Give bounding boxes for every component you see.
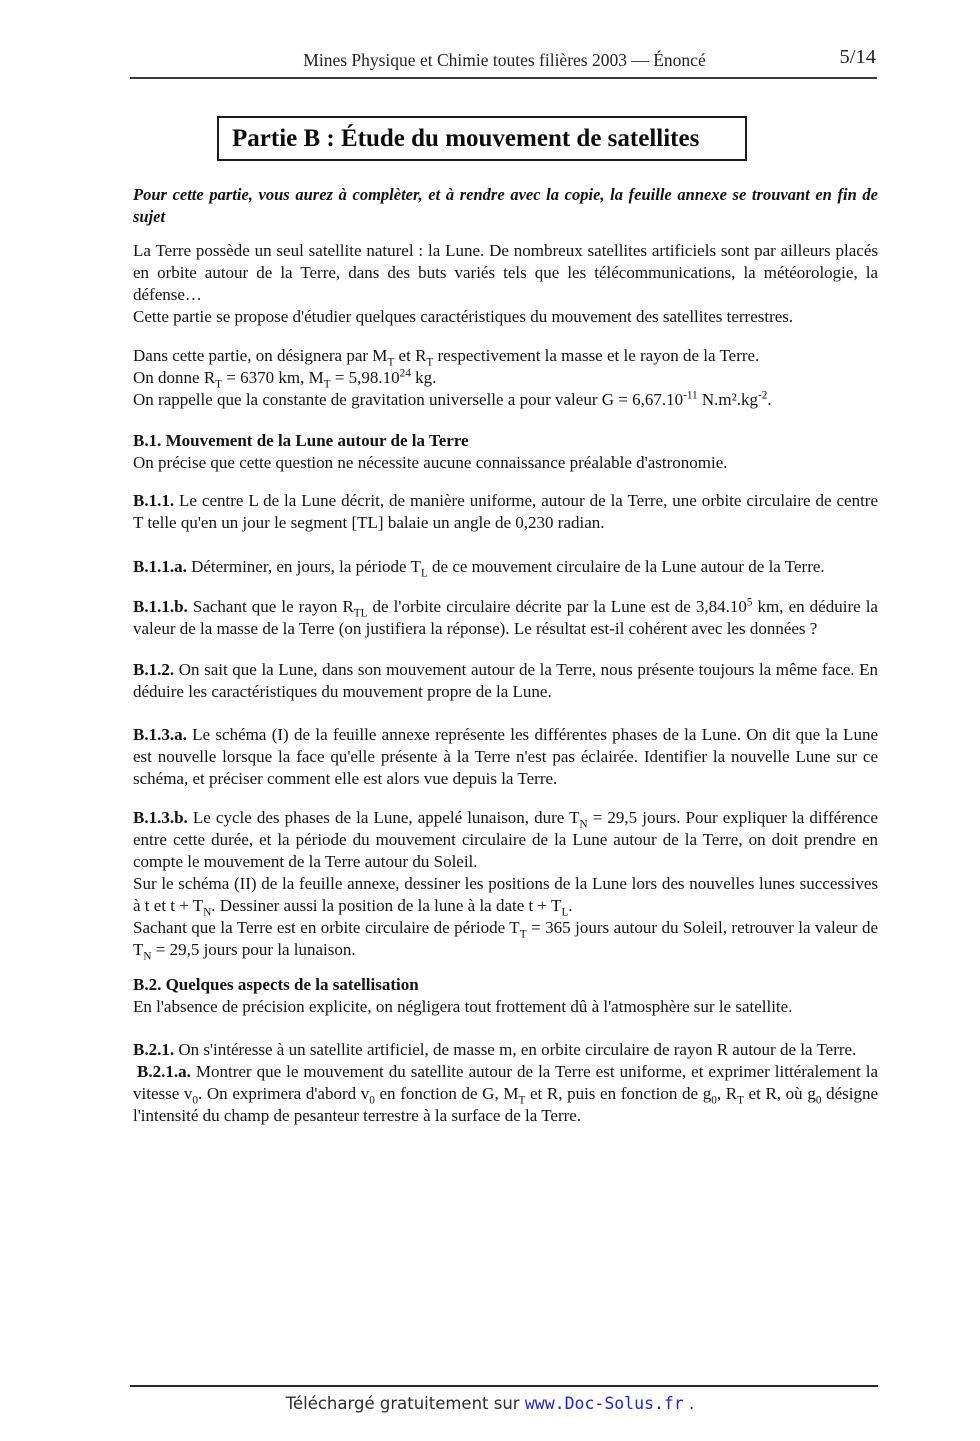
question-b113b-part2: Sur le schéma (II) de la feuille annexe, dessiner les positions de la Lune lors des nouvelles lunes successives à t et $t + T_N$. Dessiner aussi la position de la lune à la date $t + T_L$. <box>133 874 878 919</box>
question-b21: B.2.1. On s'intéresse à un satellite artificiel, de masse m, en orbite circulaire de rayon R autour de la Terre. <box>133 1040 857 1059</box>
question-b113b-part1: B.1.3.b. Le cycle des phases de la Lune, appelé lunaison, dure $T_N = 29,5$ jours. Pour expliquer la différence entre cette durée, et la période du mouvement circulaire de la Lune autour de la Terre, on doit prendre en compte le mouvement de la Terre autour du Soleil. <box>133 808 878 871</box>
question-b113b <box>133 807 878 961</box>
question-b111a: B.1.1.a. Déterminer, en jours, la période $T_L$ de ce mouvement circulaire de la Lune autour de la Terre. <box>133 557 825 580</box>
section-b1-note: On précise que cette question ne nécessite aucune connaissance préalable d'astronomie. <box>133 453 728 472</box>
section-b1 <box>133 430 878 474</box>
document-body <box>133 184 878 1127</box>
footer-rule <box>130 1385 878 1387</box>
given-data-line: On rappelle que la constante de gravitation universelle a pour valeur $G = 6,67.10^{-11}$ $N.m^2.kg^{-2}$. <box>133 389 772 409</box>
given-data-line: On donne $R_T = 6370$ km, $M_T = 5,98.10^{24}$ kg. <box>133 367 437 391</box>
question-b111: B.1.1. Le centre L de la Lune décrit, de manière uniforme, autour de la Terre, une orbite circulaire de centre T telle qu'en un jour le segment [TL] balaie un angle de 0,230 radian. <box>133 491 878 532</box>
footer <box>0 1394 980 1413</box>
question-b112: B.1.2. On sait que la Lune, dans son mouvement autour de la Terre, nous présente toujours la même face. En déduire les caractéristiques du mouvement propre de la Lune. <box>133 660 878 701</box>
part-title-box <box>217 116 747 161</box>
section-b2 <box>133 974 878 1018</box>
intro-note: Pour cette partie, vous aurez à complèter, et à rendre avec la copie, la feuille annexe se trouvant en fin de sujet <box>133 185 878 226</box>
intro-paragraph <box>133 240 878 328</box>
given-data <box>133 345 878 411</box>
page-number: 5/14 <box>839 46 876 68</box>
given-data-line: Dans cette partie, on désignera par $M_T$ et $R_T$ respectivement la masse et le rayon de la Terre. <box>133 346 760 369</box>
header-rule <box>130 77 877 79</box>
intro-paragraph-part1: La Terre possède un seul satellite naturel : la Lune. De nombreux satellites artificiels sont par ailleurs placés en orbite autour de la Terre, dans des buts variés tels que les télécommunications, la météorologie, la défense… <box>133 241 878 304</box>
footer-suffix: . <box>683 1394 695 1413</box>
header-title: Mines Physique et Chimie toutes filières 2003 — Énoncé <box>303 50 706 70</box>
section-b2-note: En l'absence de précision explicite, on négligera tout frottement dû à l'atmosphère sur le satellite. <box>133 997 793 1016</box>
doc-solus-link[interactable]: www.Doc-Solus.fr <box>524 1394 684 1413</box>
question-b21a: B.2.1.a. Montrer que le mouvement du satellite autour de la Terre est uniforme, et exprimer littéralement la vitesse $v_0$. On exprimera d'abord $v_0$ en fonction de G, $M_T$ et R, puis en fonction de $g_0$, $R_T$ et R, où $g_0$ désigne l'intensité du champ de pesanteur terrestre à la surface de la Terre. <box>133 1062 879 1125</box>
part-title: Partie B : Étude du mouvement de satellites <box>232 124 700 152</box>
section-b1-heading: B.1. Mouvement de la Lune autour de la Terre <box>133 431 469 450</box>
intro-paragraph-part2: Cette partie se propose d'étudier quelques caractéristiques du mouvement des satellites terrestres. <box>133 307 794 326</box>
question-b111b: B.1.1.b. Sachant que le rayon $R_{TL}$ de l'orbite circulaire décrite par la Lune est de 3,84.10$^5$ km, en déduire la valeur de la masse de la Terre (on justifiera la réponse). Le résultat est-il cohérent avec les données ? <box>133 596 878 638</box>
question-b113a: B.1.3.a. Le schéma (I) de la feuille annexe représente les différentes phases de la Lune. On dit que la Lune est nouvelle lorsque la face qu'elle présente à la Terre n'est pas éclairée. Identifier la nouvelle Lune sur ce schéma, et préciser comment elle est alors vue depuis la Terre. <box>133 725 878 788</box>
section-b2-heading: B.2. Quelques aspects de la satellisation <box>133 975 419 994</box>
footer-prefix: Téléchargé gratuitement sur <box>285 1394 525 1413</box>
question-b113b-part3: Sachant que la Terre est en orbite circulaire de période $T_T = 365$ jours autour du Soleil, retrouver la valeur de $T_N = 29,5$ jours pour la lunaison. <box>133 918 878 963</box>
